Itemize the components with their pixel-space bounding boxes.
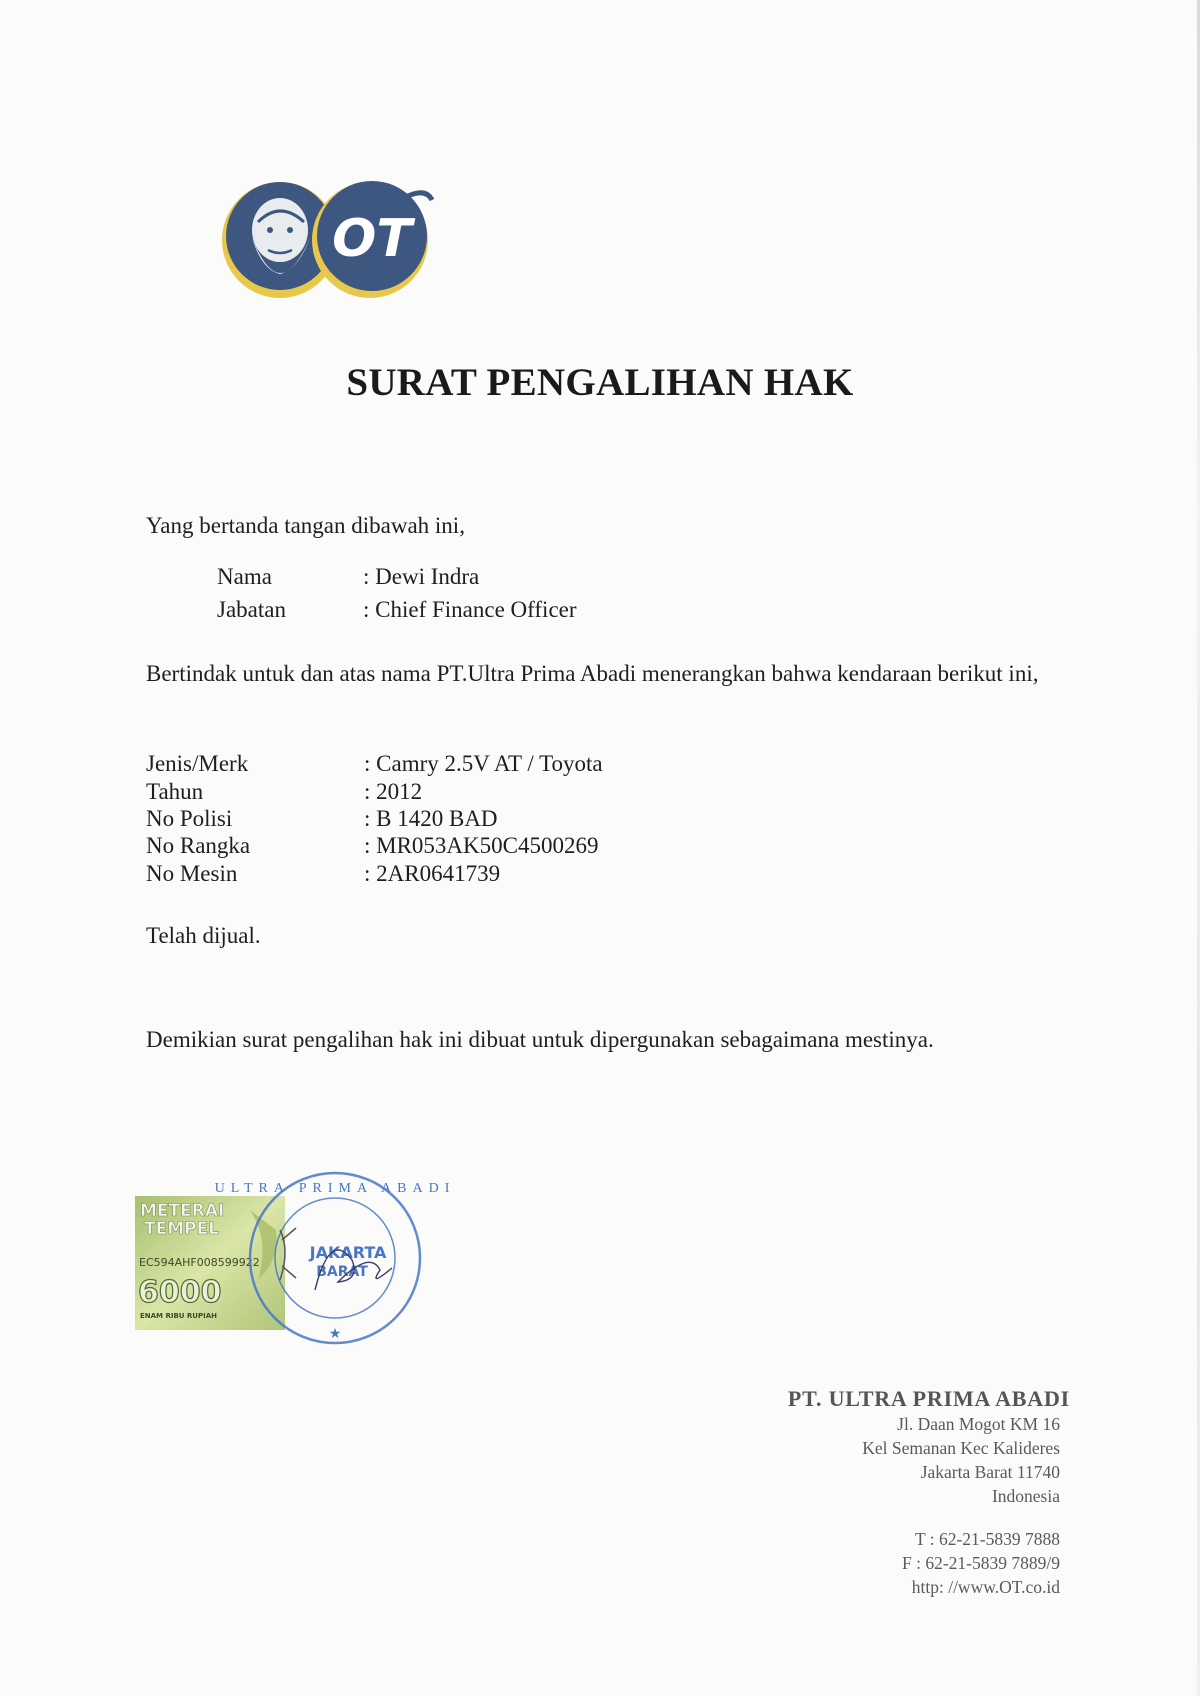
field-label: No Polisi <box>146 806 233 831</box>
svg-text:ENAM RIBU RUPIAH: ENAM RIBU RUPIAH <box>140 1312 217 1320</box>
svg-text:EC594AHF008599922: EC594AHF008599922 <box>139 1256 260 1269</box>
address-line: Indonesia <box>991 1486 1060 1506</box>
stamp-and-seal <box>130 1170 456 1350</box>
website-line: http: //www.OT.co.id <box>911 1577 1060 1597</box>
svg-text:JAKARTA: JAKARTA <box>309 1243 387 1262</box>
address-line: Jakarta Barat 11740 <box>920 1462 1060 1482</box>
svg-text:6000: 6000 <box>138 1275 222 1310</box>
field-label: Jabatan <box>217 597 286 622</box>
statement-paragraph: Bertindak untuk dan atas nama PT.Ultra Prima Abadi menerangkan bahwa kendaraan berikut ini, <box>146 661 1039 686</box>
field-value: : 2AR0641739 <box>364 861 501 886</box>
field-value: : Chief Finance Officer <box>363 597 577 622</box>
sold-text: Telah dijual. <box>146 923 261 948</box>
intro-text: Yang bertanda tangan dibawah ini, <box>146 513 465 538</box>
svg-text:TEMPEL: TEMPEL <box>144 1219 220 1239</box>
company-name: PT. ULTRA PRIMA ABADI <box>787 1386 1070 1411</box>
meterai-stamp <box>135 1196 285 1330</box>
field-value: : MR053AK50C4500269 <box>364 833 599 858</box>
phone-line: T : 62-21-5839 7888 <box>914 1529 1060 1549</box>
address-line: Jl. Daan Mogot KM 16 <box>897 1414 1060 1434</box>
address-line: Kel Semanan Kec Kalideres <box>862 1438 1060 1458</box>
field-value: : Dewi Indra <box>363 564 480 589</box>
svg-text:OT: OT <box>332 209 412 269</box>
field-label: No Rangka <box>146 833 251 858</box>
svg-text:ULTRA PRIMA ABADI: ULTRA PRIMA ABADI <box>214 1181 456 1196</box>
svg-text:BARAT: BARAT <box>316 1264 368 1280</box>
field-label: No Mesin <box>146 861 238 886</box>
field-label: Nama <box>217 564 272 589</box>
field-label: Tahun <box>146 779 204 804</box>
field-value: : Camry 2.5V AT / Toyota <box>364 751 603 776</box>
page-title: SURAT PENGALIHAN HAK <box>346 361 854 404</box>
field-value: : 2012 <box>364 779 423 804</box>
company-logo <box>218 178 436 308</box>
closing-text: Demikian surat pengalihan hak ini dibuat untuk dipergunakan sebagaimana mestinya. <box>146 1027 934 1052</box>
svg-text:METERAI: METERAI <box>140 1201 225 1221</box>
field-label: Jenis/Merk <box>146 751 249 776</box>
svg-text:★: ★ <box>328 1327 342 1342</box>
company-info <box>787 1386 1070 1599</box>
fax-line: F : 62-21-5839 7889/9 <box>902 1553 1060 1573</box>
field-value: : B 1420 BAD <box>364 806 498 831</box>
